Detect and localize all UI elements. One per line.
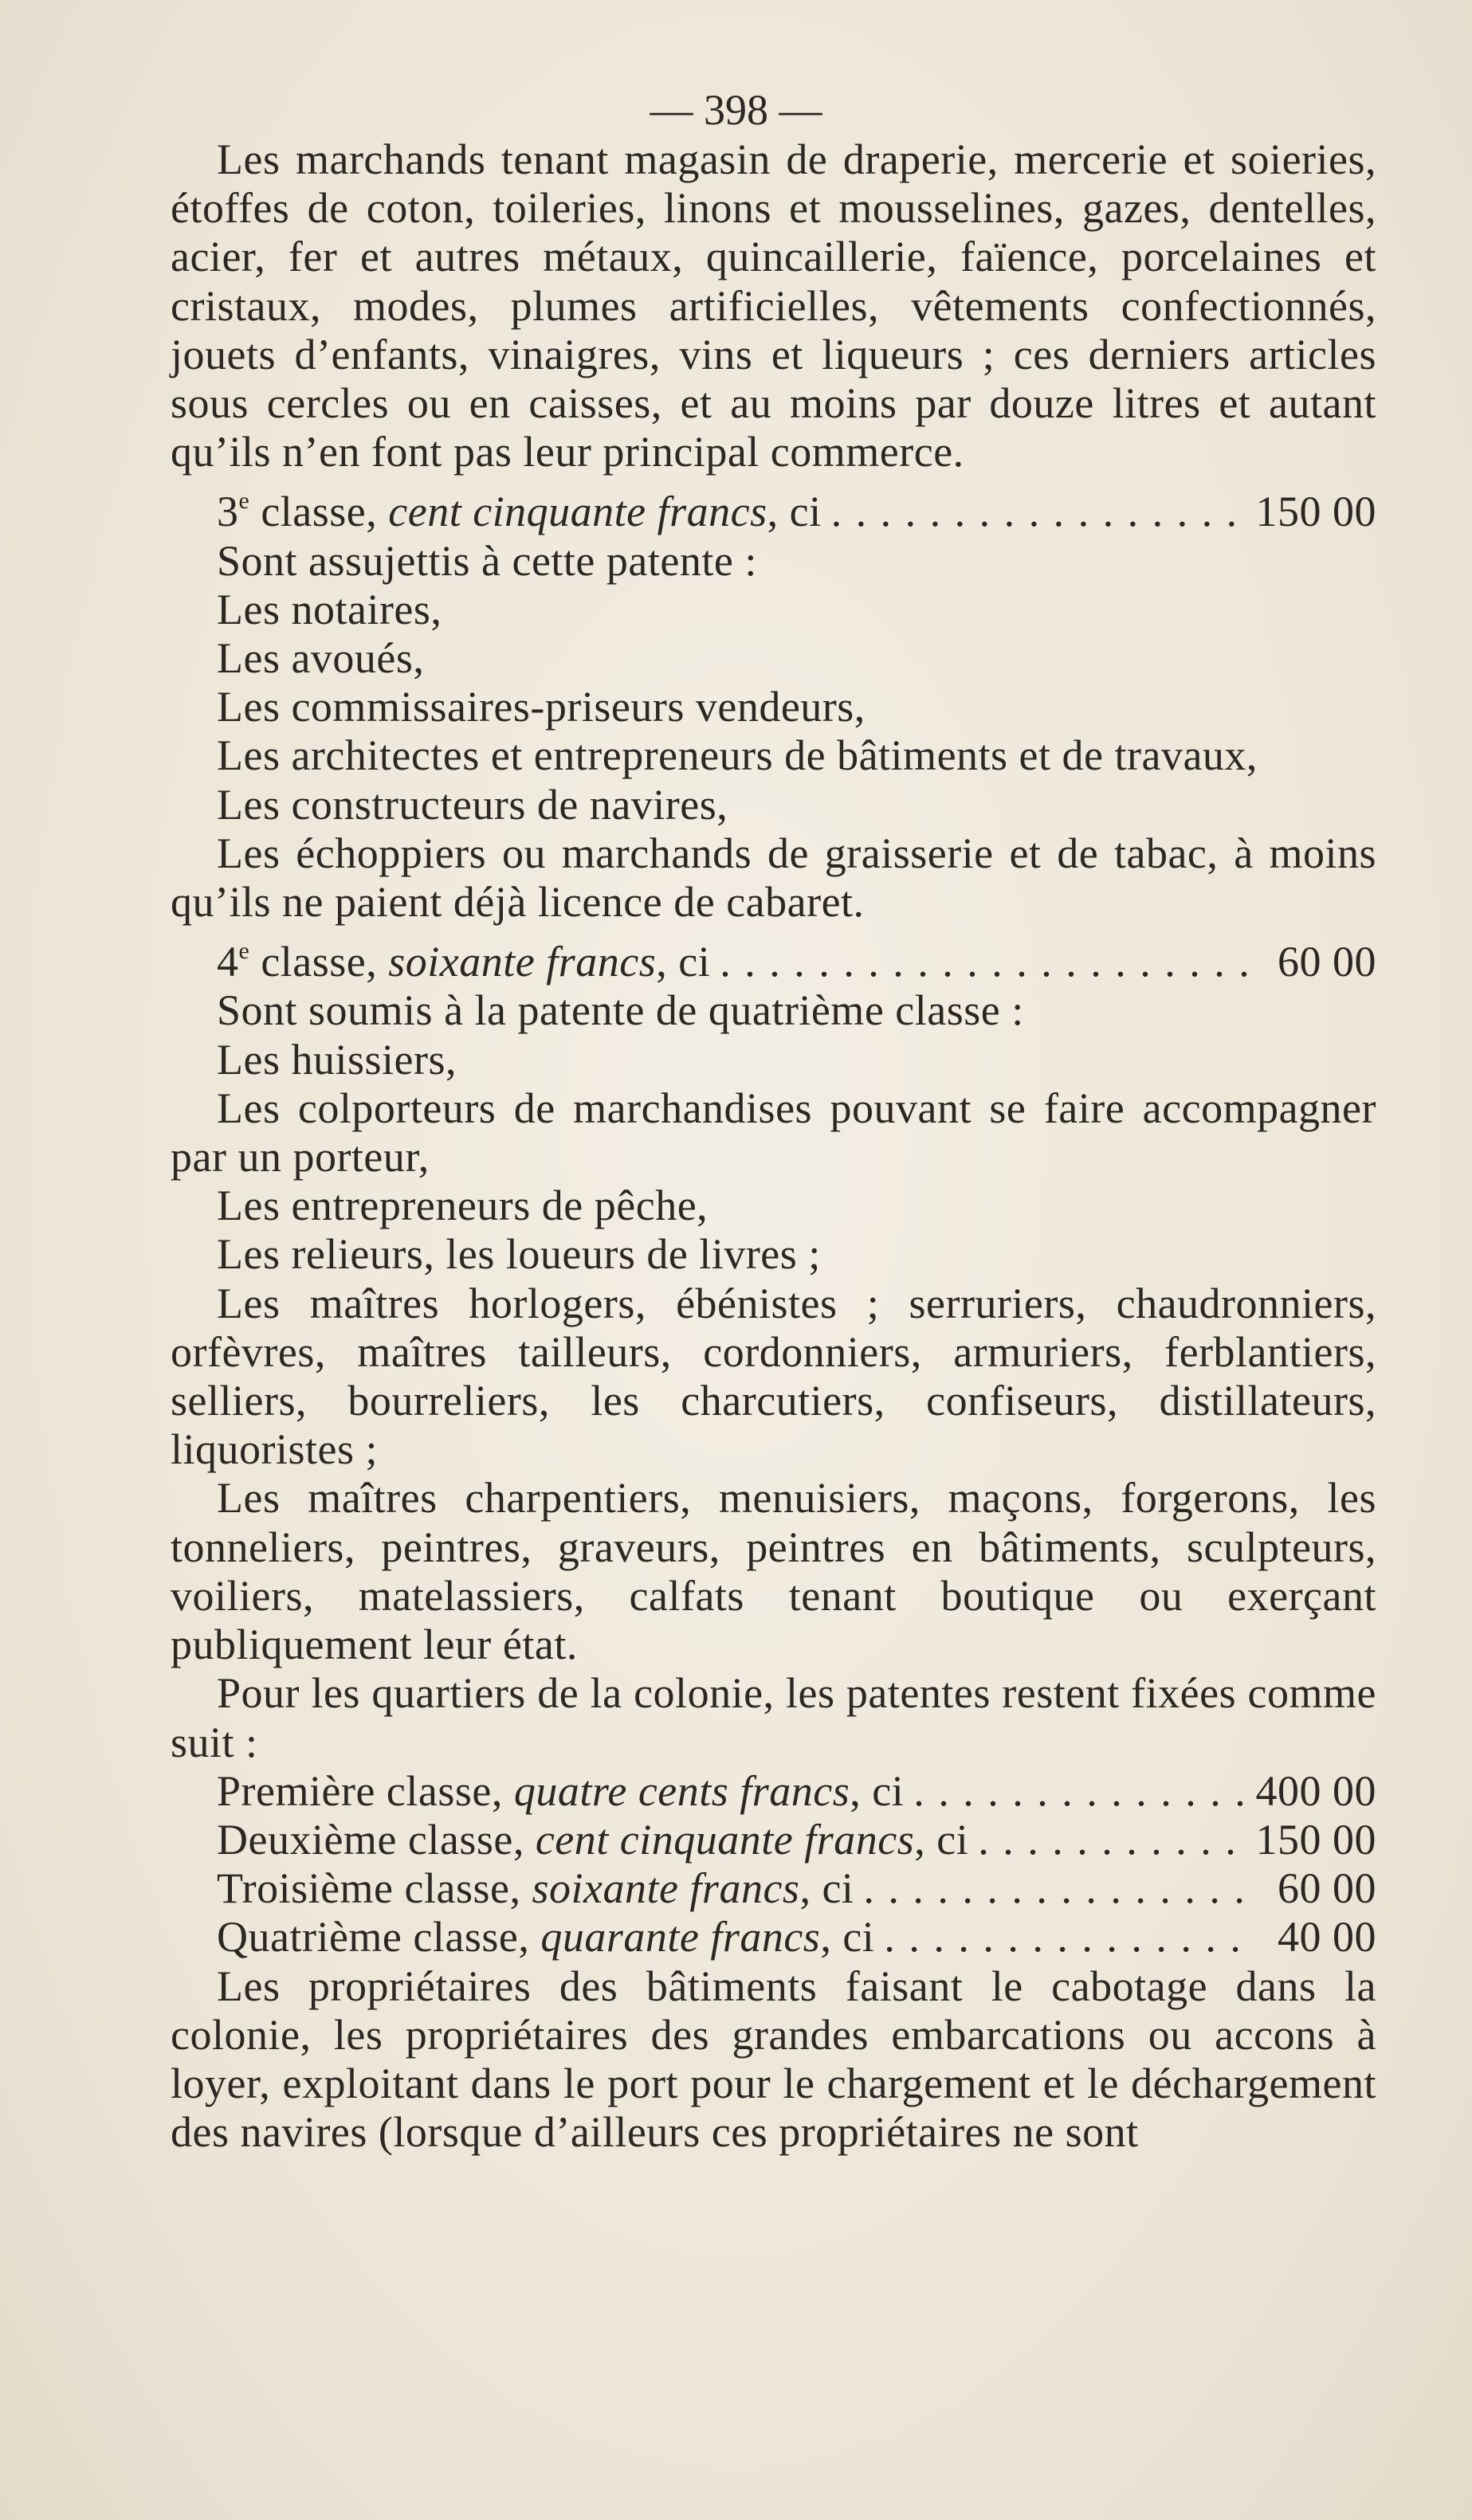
list-item: Les maîtres charpentiers, menuisiers, maçons, forgerons, les tonneliers, peintres, graveurs, peintres en bâtiments, sculpteurs, voiliers, matelassiers, calfats tenant boutique ou exerçant publiquement leur état. [171,1474,1376,1669]
tariff-amount: 400 00 [1255,1766,1376,1815]
tariff-label: Deuxième classe, cent cinquante francs, ci [217,1815,969,1864]
tariff-line-quarter-1 [171,1767,1376,1816]
tariff-line-class-4 [171,927,1376,986]
tariff-line-class-3 [171,476,1376,536]
class-4-intro: Sont soumis à la patente de quatrième classe : [217,986,1024,1035]
merchants-paragraph: Les marchands tenant magasin de draperie, mercerie et soieries, étoffes de coton, toileries, linons et mousselines, gazes, dentelles, acier, fer et autres métaux, quincaillerie, faïence, porcelaines et cristaux, modes, plumes artificielles, vêtements confectionnés, jouets d’enfants, vinaigres, vins et liqueurs ; ces derniers articles sous cercles ou en caisses, et au moins par douze litres et autant qu’ils n’en font pas leur principal commerce. [171,135,1376,476]
tariff-label: 4e classe, soixante francs, ci [217,938,711,986]
list-item: Les échoppiers ou marchands de graisserie et de tabac, à moins qu’ils ne paient déjà licence de cabaret. [171,829,1376,927]
tariff-amount: 150 00 [1255,1815,1376,1864]
final-paragraph: Les propriétaires des bâtiments faisant le cabotage dans la colonie, les propriétaires des grandes embarcations ou accons à loyer, exploitant dans le port pour le chargement et le déchargement des navires (lorsque d’ailleurs ces propriétaires ne sont [171,1962,1376,2157]
dot-leader [863,1864,1247,1913]
list-item: Les colporteurs de marchandises pouvant se faire accompagner par un porteur, [171,1084,1376,1182]
tariff-label: 3e classe, cent cinquante francs, ci [217,488,822,536]
tariff-label: Première classe, quatre cents francs, ci [217,1766,905,1815]
tariff-amount: 40 00 [1278,1913,1376,1962]
list-item: Les commissaires-priseurs vendeurs, [217,683,866,731]
dot-leader [831,488,1246,536]
list-item: Les relieurs, les loueurs de livres ; [217,1230,821,1279]
list-item: Les avoués, [217,634,425,683]
quarters-intro: Pour les quartiers de la colonie, les patentes restent fixées comme suit : [171,1669,1376,1766]
list-item: Les notaires, [217,585,442,633]
page-body [171,135,1376,2157]
dot-leader [978,1816,1246,1864]
tariff-line-quarter-4 [171,1913,1376,1962]
tariff-amount: 60 00 [1278,938,1376,986]
list-item: Les entrepreneurs de pêche, [217,1182,709,1230]
list-item: Les architectes et entrepreneurs de bâtiments et de travaux, [217,731,1258,780]
tariff-line-quarter-2 [171,1816,1376,1864]
dot-leader [913,1767,1246,1816]
tariff-amount: 150 00 [1255,488,1376,536]
list-item: Les constructeurs de navires, [217,780,728,829]
dot-leader [884,1913,1247,1962]
class-3-intro: Sont assujettis à cette patente : [217,536,757,585]
tariff-line-quarter-3 [171,1864,1376,1913]
dot-leader [720,938,1247,986]
list-item: Les maîtres horlogers, ébénistes ; serruriers, chaudronniers, orfèvres, maîtres tailleurs, cordonniers, armuriers, ferblantiers, selliers, bourreliers, les charcutiers, confiseurs, distillateurs, liquoristes ; [171,1279,1376,1474]
tariff-label: Quatrième classe, quarante francs, ci [217,1913,875,1962]
page-number: — 398 — [650,86,822,134]
tariff-amount: 60 00 [1278,1864,1376,1913]
list-item: Les huissiers, [217,1035,457,1084]
tariff-label: Troisième classe, soixante francs, ci [217,1864,854,1913]
